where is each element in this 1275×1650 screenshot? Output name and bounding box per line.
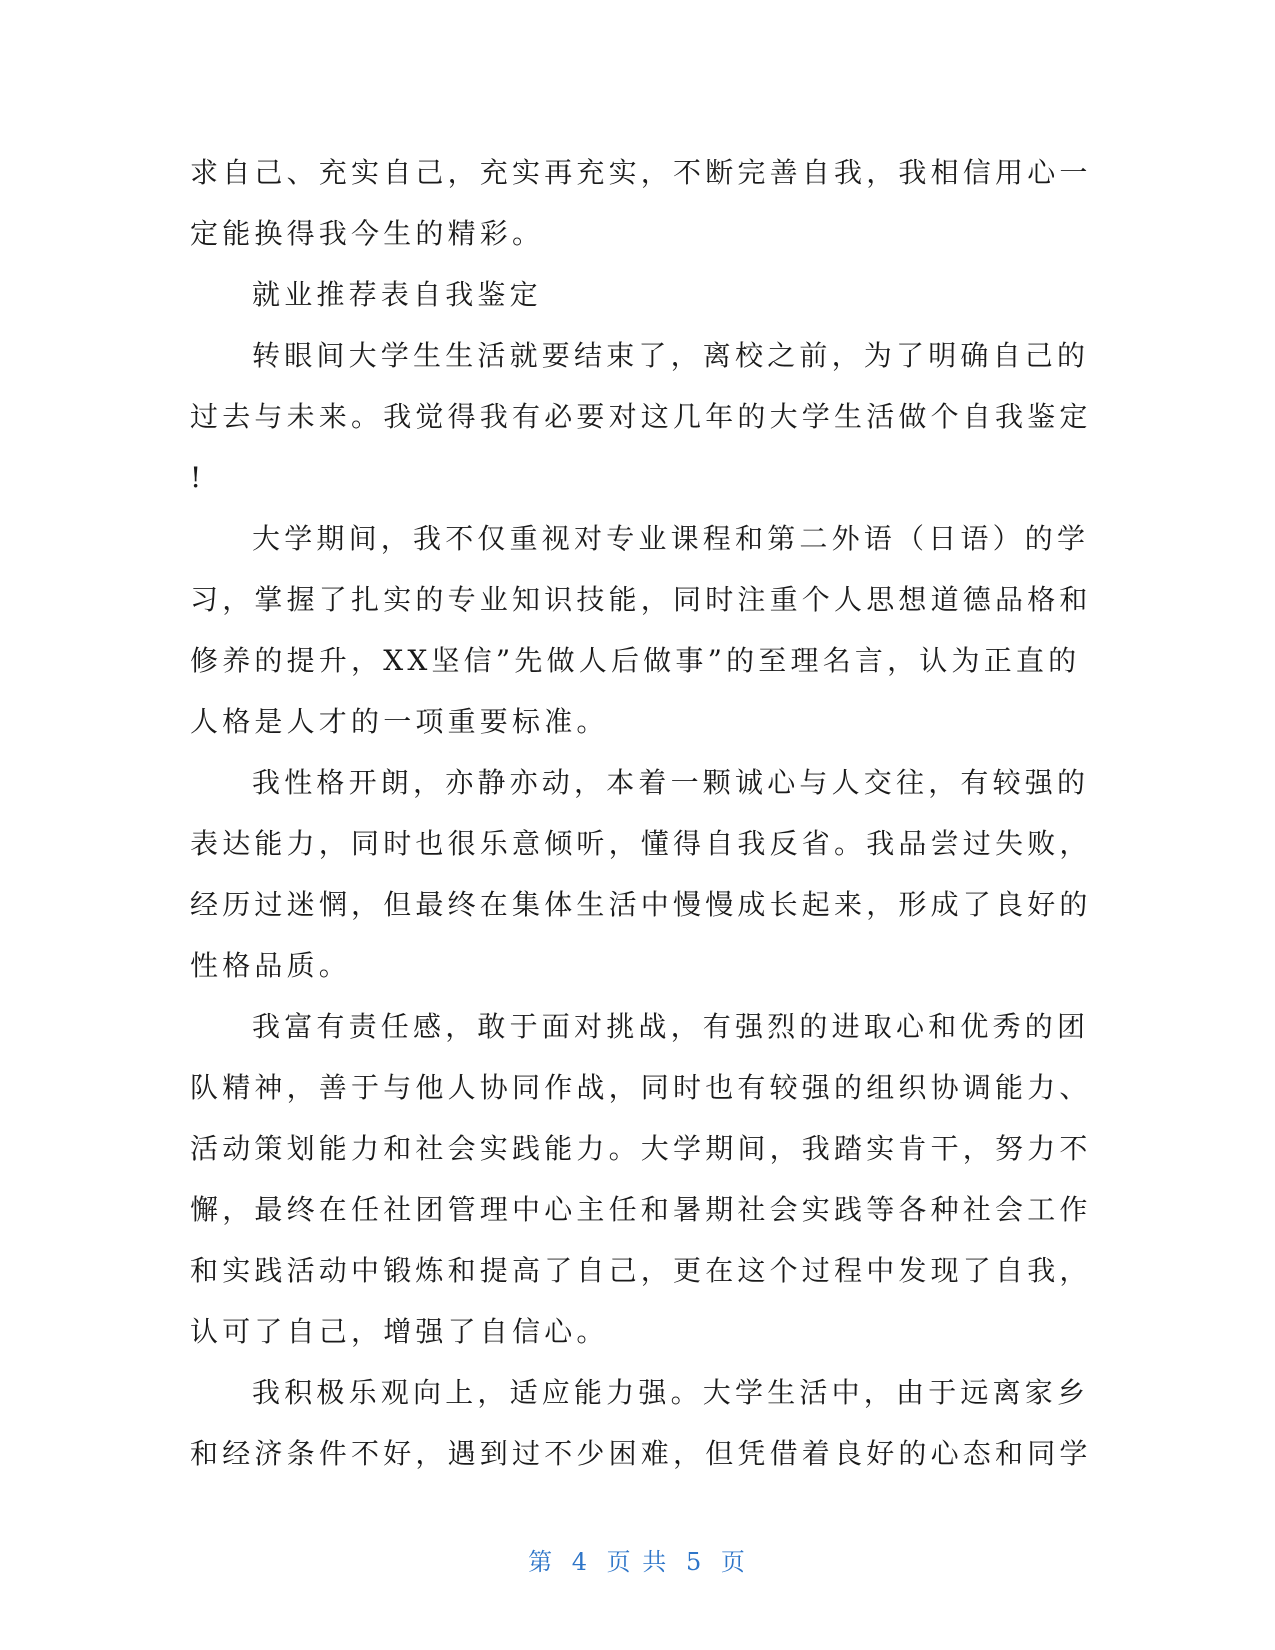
text-line: 大学期间，我不仅重视对专业课程和第二外语（日语）的学 bbox=[252, 522, 1090, 555]
text-line: 过去与未来。我觉得我有必要对这几年的大学生活做个自我鉴定 bbox=[190, 400, 1092, 433]
footer-middle: 页 共 bbox=[606, 1548, 669, 1576]
section-heading: 就业推荐表自我鉴定 bbox=[252, 278, 542, 311]
text-line: 我积极乐观向上，适应能力强。大学生活中，由于远离家乡 bbox=[252, 1376, 1090, 1409]
text-line: 认可了自己，增强了自信心。 bbox=[190, 1315, 609, 1348]
text-line: 人格是人才的一项重要标准。 bbox=[190, 705, 609, 738]
text-line: 性格品质。 bbox=[190, 949, 352, 982]
page-footer bbox=[0, 1542, 1275, 1577]
text-line: 经历过迷惘，但最终在集体生活中慢慢成长起来，形成了良好的 bbox=[190, 888, 1092, 921]
body-text bbox=[190, 142, 1092, 1484]
text-line: 队精神，善于与他人协同作战，同时也有较强的组织协调能力、 bbox=[190, 1071, 1092, 1104]
text-line: 我性格开朗，亦静亦动，本着一颗诚心与人交往，有较强的 bbox=[252, 766, 1090, 799]
text-line: 表达能力，同时也很乐意倾听，懂得自我反省。我品尝过失败， bbox=[190, 827, 1092, 860]
text-line: 转眼间大学生生活就要结束了，离校之前，为了明确自己的 bbox=[252, 339, 1090, 372]
current-page-number: 4 bbox=[571, 1548, 590, 1576]
text-line: 习，掌握了扎实的专业知识技能，同时注重个人思想道德品格和 bbox=[190, 583, 1092, 616]
text-line: 懈，最终在任社团管理中心主任和暑期社会实践等各种社会工作 bbox=[190, 1193, 1092, 1226]
total-pages-number: 5 bbox=[685, 1548, 704, 1576]
text-line: ! bbox=[190, 461, 206, 494]
text-line: 活动策划能力和社会实践能力。大学期间，我踏实肯干，努力不 bbox=[190, 1132, 1092, 1165]
text-line: 求自己、充实自己，充实再充实，不断完善自我，我相信用心一 bbox=[190, 156, 1092, 189]
text-line: 我富有责任感，敢于面对挑战，有强烈的进取心和优秀的团 bbox=[252, 1010, 1090, 1043]
text-line: 修养的提升，XX坚信”先做人后做事”的至理名言，认为正直的 bbox=[190, 644, 1081, 677]
text-line: 和经济条件不好，遇到过不少困难，但凭借着良好的心态和同学 bbox=[190, 1437, 1092, 1470]
text-line: 和实践活动中锻炼和提高了自己，更在这个过程中发现了自我， bbox=[190, 1254, 1092, 1287]
footer-suffix: 页 bbox=[720, 1548, 747, 1576]
text-line: 定能换得我今生的精彩。 bbox=[190, 217, 545, 250]
footer-prefix: 第 bbox=[528, 1548, 555, 1576]
